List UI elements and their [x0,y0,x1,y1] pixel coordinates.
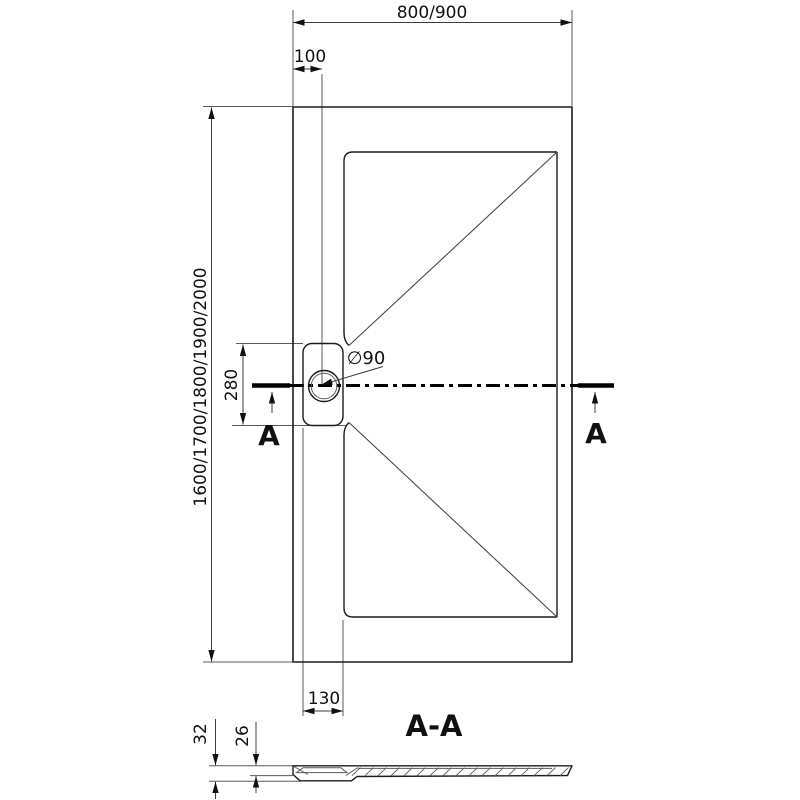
dim-base-height-label: 26 [233,725,253,747]
dim-drain-width-label: 130 [307,689,341,709]
drain-diameter-label: ∅90 [346,348,386,369]
dim-width-label: 800/900 [396,3,468,23]
dim-drain-offset-label: 100 [293,47,327,67]
dim-drain-length-label: 280 [222,368,242,402]
section-marker-left-label: A [258,419,280,452]
dim-total-height-label: 32 [191,723,211,745]
dim-length-label: 1600/1700/1800/1900/2000 [191,267,211,507]
section-title: A-A [405,709,463,743]
section-marker-right-label: A [585,417,607,450]
